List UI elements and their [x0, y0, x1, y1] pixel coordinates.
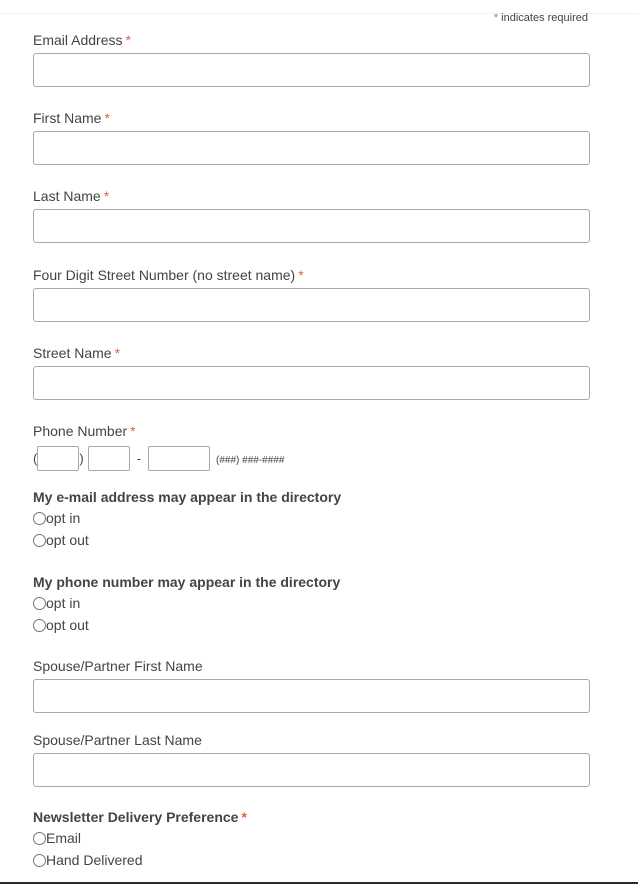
street-number-label	[33, 265, 590, 285]
spouse-last-name-field-group	[33, 730, 590, 787]
newsletter-hand-delivered-radio[interactable]	[33, 854, 46, 867]
phone-directory-group	[33, 572, 590, 636]
phone-directory-opt-in[interactable]	[33, 592, 590, 614]
phone-format-hint: (###) ###-####	[216, 455, 285, 466]
phone-field-group	[33, 421, 590, 471]
phone-directory-opt-out-label: opt out	[46, 617, 89, 633]
first-name-required-asterisk: *	[104, 110, 110, 126]
street-number-input[interactable]	[33, 288, 590, 322]
spouse-first-name-label: Spouse/Partner First Name	[33, 658, 203, 674]
spouse-last-name-input[interactable]	[33, 753, 590, 787]
street-name-input[interactable]	[33, 366, 590, 400]
phone-dash: -	[136, 451, 142, 466]
last-name-input[interactable]	[33, 209, 590, 243]
phone-label	[33, 421, 590, 441]
last-name-label	[33, 186, 590, 206]
last-name-required-asterisk: *	[103, 188, 110, 204]
phone-close-paren: )	[79, 451, 84, 466]
phone-line-input[interactable]	[148, 446, 210, 471]
newsletter-hand-delivered-option[interactable]	[33, 849, 590, 871]
phone-prefix-input[interactable]	[88, 446, 130, 471]
phone-input-row	[33, 446, 590, 471]
required-asterisk: *	[493, 12, 499, 24]
email-label	[33, 30, 590, 50]
newsletter-email-radio[interactable]	[33, 832, 46, 845]
newsletter-email-option[interactable]	[33, 827, 590, 849]
email-directory-label: My e-mail address may appear in the directory	[33, 489, 342, 505]
phone-directory-opt-in-radio[interactable]	[33, 597, 46, 610]
newsletter-hand-delivered-label: Hand Delivered	[46, 852, 143, 868]
spouse-first-name-input[interactable]	[33, 679, 590, 713]
first-name-label	[33, 108, 590, 128]
last-name-field-group	[33, 186, 590, 243]
email-field-group	[33, 30, 590, 87]
phone-directory-opt-in-label: opt in	[46, 595, 81, 611]
newsletter-label-text: Newsletter Delivery Preference	[33, 809, 239, 825]
email-required-asterisk: *	[125, 32, 131, 48]
phone-directory-opt-out-radio[interactable]	[33, 619, 46, 632]
phone-required-asterisk: *	[130, 423, 136, 439]
email-directory-opt-out[interactable]	[33, 529, 590, 551]
required-note	[494, 12, 588, 24]
newsletter-label	[33, 807, 590, 827]
first-name-label-text: First Name	[33, 110, 102, 126]
email-label-text: Email Address	[33, 32, 123, 48]
street-name-label	[33, 343, 590, 363]
email-directory-group	[33, 487, 590, 551]
phone-open-paren: (	[33, 451, 38, 466]
first-name-input[interactable]	[33, 131, 590, 165]
street-number-field-group	[33, 265, 590, 322]
newsletter-email-label: Email	[46, 830, 82, 846]
last-name-label-text: Last Name	[33, 188, 101, 204]
street-name-required-asterisk: *	[114, 345, 121, 361]
first-name-field-group	[33, 108, 590, 165]
street-number-required-asterisk: *	[298, 267, 304, 283]
signup-form	[33, 30, 590, 871]
phone-area-code-input[interactable]	[37, 446, 79, 471]
email-directory-opt-out-radio[interactable]	[33, 534, 46, 547]
newsletter-group	[33, 807, 590, 871]
email-directory-opt-in[interactable]	[33, 507, 590, 529]
street-name-label-text: Street Name	[33, 345, 112, 361]
email-input[interactable]	[33, 53, 590, 87]
phone-directory-opt-out[interactable]	[33, 614, 590, 636]
street-name-field-group	[33, 343, 590, 400]
spouse-first-name-field-group	[33, 656, 590, 713]
email-directory-opt-in-radio[interactable]	[33, 512, 46, 525]
phone-label-text: Phone Number	[33, 423, 128, 439]
email-directory-opt-out-label: opt out	[46, 532, 89, 548]
street-number-label-text: Four Digit Street Number (no street name)	[33, 267, 296, 283]
phone-directory-label: My phone number may appear in the directory	[33, 574, 341, 590]
spouse-last-name-label: Spouse/Partner Last Name	[33, 732, 202, 748]
newsletter-required-asterisk: *	[241, 809, 247, 825]
required-note-text: indicates required	[501, 12, 588, 24]
email-directory-opt-in-label: opt in	[46, 510, 81, 526]
